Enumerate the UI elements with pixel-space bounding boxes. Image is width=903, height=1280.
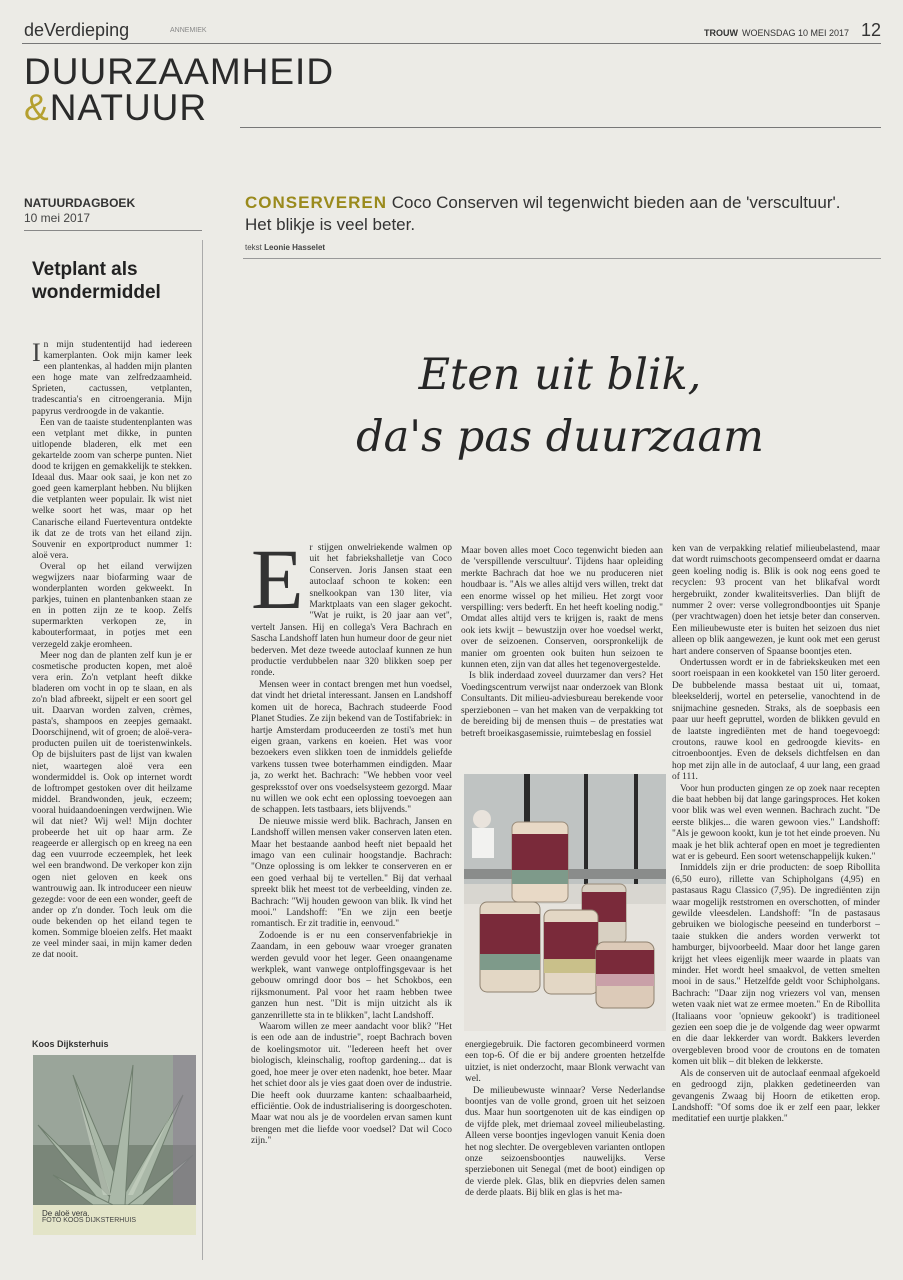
section-brand-sub: ANNEMIEK (170, 27, 207, 34)
article-headline (240, 344, 880, 468)
article-paragraph: Als de conserven uit de autoclaaf eenmaal afgekoeld en gedroogd zijn, plakken gedetineerden van gevangenis Zwaag bij Hoorn de etiketten erop. Landshoff: "Of soms doe ik er zelf een paar, lekker meditatief een uurtje plakken." (672, 1068, 880, 1125)
photo-credit: FOTO KOOS DIJKSTERHUIS (42, 1217, 136, 1224)
section-title-line2: &NATUUR (24, 87, 208, 128)
header-rule (22, 43, 881, 44)
article-paragraph: De milieubewuste winnaar? Verse Nederlandse boontjes van de volle grond, groen uit het seizoen dus. Maar hun soortgenoten uit de kas eindigen op de vijfde plek, met driemaal zoveel milieubelasting. Alleen verse boontjes ingevlogen vanuit Kenia doen het nog slechter. De overgebleven varianten ontlopen onze seizoensboontjes nauwelijks. Verse sperziebonen uit Senegal (met de boot) eindigen op de vierde plek. Glas, blik en diepvries delen samen de derde plaats. Bij blik en glas is het ma- (465, 1085, 665, 1199)
issue-date: WOENSDAG 10 MEI 2017 (741, 28, 849, 38)
article-intro (245, 192, 865, 236)
article-paragraph: Voor hun producten gingen ze op zoek naar recepten die baat hebben bij dat lange garingsproces. Het koken voor blik was wel even wennen. Bachrach zucht. "De eerste blikjes... die waren gewoon vies." Landshoff: "Als je gewoon kookt, kun je tot het einde proeven. Nu maak je het blik achteraf open en moet je tegredienten wat er is gebeurd. Een soort wetenschappelijk kuken." (672, 783, 880, 862)
section-ampersand: & (24, 87, 50, 128)
column-date: 10 mei 2017 (24, 211, 91, 225)
byline-author: Leonie Hasselet (264, 243, 326, 252)
section-title-line1: DUURZAAMHEID (24, 51, 335, 92)
article-paragraph: Ondertussen wordt er in de fabriekskeuken met een soort roeispaan in een kookketel van 150 liter geroerd. De bubbelende massa bestaat uit ui, tomaat, bleekselderij, wortel en peterselie, vanochtend in de snijmachine gesneden. Straks, als de soepbasis een paar uur heeft gepruttel, worden de blikken gevuld en de laatste ingrediënten met de hand toegevoegd: croutons, rauwe kool en gedroogde kievits- en citroenboontjes. Even de deksels dichtfelsen en dan hop met zijn alle in de autoclaaf, 4 uur lang, een graad of 111. (672, 658, 880, 783)
article-column-3 (672, 544, 880, 1126)
byline-rule (243, 258, 881, 259)
aloe-vera-photo (33, 1055, 196, 1205)
section-brand: deVerdieping (24, 20, 130, 40)
column-divider (202, 240, 203, 1260)
article-paragraph: Zodoende is er nu een conservenfabriekje in Zaandam, in een gebouw waar vroeger granaten werden gevuld voor het leger. Geen onaangename werkplek, want vanwege ontploffingsgevaar is het gebouw omringd door bos – het Schokbos, een rijksmonument. Pal voor het raam hebben twee ganzen hun nest. "Dit is mijn uitzicht als ik ganzenrillette sta in te blikken", lacht Landshoff. (251, 930, 452, 1021)
headline-line-1: Eten uit blik, (418, 350, 702, 400)
headline-line-2: da's pas duurzaam (356, 412, 764, 462)
coco-cans-photo (464, 774, 666, 1031)
drop-cap: I (32, 338, 41, 367)
page-number: 12 (860, 20, 881, 40)
paper-name: TROUW (703, 28, 738, 38)
article-paragraph: Is blik inderdaad zoveel duurzamer dan vers? Het Voedingscentrum verwijst naar onderzoek van Blonk Consultants. Dit milieu-adviesbureau berekende voor sperziebonen – van het maken van de verpakking tot de bereiding bij de mensen thuis – de prestaties wat betreft broeikasgasemissie, ruimtebeslag en fossiel (461, 671, 663, 739)
article-paragraph: energiegebruik. Die factoren gecombineerd vormen een top-6. Of die er bij andere groenten hetzelfde uitziet, is niet onderzocht, maar Blonk verwacht van wel. (465, 1040, 665, 1085)
article-paragraph: De nieuwe missie werd blik. Bachrach, Jansen en Landshoff willen mensen vaker conserven laten eten. Maar het bestaande aanbod heeft niet bepaald het imago van een culinair hoogstandje. Bachrach: "Onze oplossing is om lekker te conserveren en er een goed verhaal bij te vertellen." Bij dat verhaal spreekt blik het meest tot de verbeelding, vinden ze. Bachrach: "Wij houden gewoon van blik. Ik vind het mooi." Landshoff: "En we zijn een beetje romantisch. Er zit traditie in, eenvoud." (251, 816, 452, 930)
article-paragraph: Waarom willen ze meer aandacht voor blik? "Het is een ode aan de industrie", roept Bachrach boven de koelingsmotor uit. "Iedereen heeft het over biologisch, kleinschalig, rooftop gardening... dat is goed, hoe meer je over eten nadenkt, hoe beter. Maar het schiet door als je vies gaat doen over de industrie. Die heeft ook duurzame kanten: schaalbaarheid, efficiëntie. Ook de industrialisering is doorgeschoten. Maar wat nou als je de voordelen ervan samen kunt brengen met die liefde voor voedsel? Dat wil Coco zijn." (251, 1022, 452, 1147)
kicker-text: Coco Conserven wil tegenwicht bieden aan de 'verscultuur'. Het blikje is veel beter. (245, 193, 841, 234)
column-paragraph: Meer nog dan de planten zelf kun je er cosmetische producten kopen, met aloë vera erin. Zo'n vetplant heeft dikke bladeren om vocht in op te slaan, en als zo'n blad afbreekt, sijpelt er een soort gel uit. Daarvan worden zalven, crèmes, pasta's, shampoos en zeepjes gemaakt. Doorschijnend, wit of groen; de aloë-vera-producten puilen uit de toeristenwinkels. Op de bijsluiters past de lijst van kwalen niet, waartegen aloë vera een wondermiddel is. Ook op internet wordt de loftrompet gestoken over dit heilzame middel. Brandwonden, jeuk, eczeem; vooral huidaandoeningen verdwijnen. Wie wil dat niet? Wij wel! Mijn dochter probeerde het uit op haar arm. Ze reageerde er allergisch op en kreeg na een dag een vuurrode eczeemplek, het leek wel een brandwond. De verkoper kon zijn ogen niet geloven en keek ons wantrouwig aan. Ik introduceer een nieuw gezegde: voor de een een wonder, geeft de ander op z'n donder. Toch leuk om die oude bekenden op het eiland tegen te komen. Sommige bloeien zelfs. Het maakt ze veel minder saai, in mijn kamer deden ze dat nooit. (32, 650, 192, 961)
column-name: NATUURDAGBOEK (24, 196, 136, 210)
column-author: Koos Dijksterhuis (32, 1039, 109, 1049)
kicker-label: CONSERVEREN (245, 193, 387, 212)
byline: tekst Leonie Hasselet (245, 243, 326, 252)
article-paragraph: Maar boven alles moet Coco tegenwicht bieden aan de 'verspillende verscultuur'. Tijdens haar opleiding merkte Bachrach dat hoe we nu produceren niet houdbaar is. "Als we alles altijd vers willen, trekt dat een enorme wissel op het milieu. Het zorgt voor verspilling: vers bederft. En het heeft koeling nodig." Omdat alles altijd vers te krijgen is, raakt de mens ook iets kwijt – bewustzijn over hoe voedsel werkt, over de seizoenen. Conserven, oorspronkelijk de manier om groenten ook buiten hun seizoen te kunnen eten, zijn van dat alles het tegenovergestelde. (461, 546, 663, 671)
article-paragraph: Mensen weer in contact brengen met hun voedsel, dat vindt het drietal interessant. Jansen en Landshoff komen uit de horeca, Bachrach studeerde Food Planet Studies. Ze zijn bekend van de Tostifabriek: in hartje Amsterdam produceerden ze tosti's met hun eigen graan, varkens en koeien. Het was voor bezoekers even slikken toen de inmiddels geliefde varkens tussen twee boterhammen eindigden. Maar ja, zo werkt het. Bachrach: "We hebben voor veel gespreksstof over ons voedselsysteem gezorgd. Maar nu willen we ook echt een oplossing toevoegen aan de schappen. Iets tastbaars, iets blijvends." (251, 679, 452, 816)
drop-cap: E (251, 531, 304, 627)
column-paragraph: Een van de taaiste studentenplanten was een vetplant met dikke, in punten uitlopende bladeren, elk met een gekartelde zoom van scherpe punten. Niet dood te krijgen en gemakkelijk te stekken. Ideaal dus. Maar ook saai, je kon net zo goed geen kamerplant hebben. Nu blijken die vetplanten weer populair. Ik wist niet welke soort het was, maar op het Canarische eiland Fuerteventura ontdekte ik dat ze de trots van het eiland zijn. Souvenir en exportproduct nummer 1: aloë vera. (32, 417, 192, 561)
column-paragraph: In mijn studententijd had iedereen kamerplanten. Ook mijn kamer leek een plantenkas, al hadden mijn planten een hoge mate van zelfredzaamheid. Sprieten, cactussen, vetplanten, tradescantia's en citroengerania. Mijn papyrus verdroogde in de vakantie. (32, 338, 192, 417)
paper-dateline (704, 28, 849, 38)
article-column-1 (251, 531, 452, 1148)
column-rule (24, 230, 202, 231)
column-body (32, 340, 192, 961)
column-title: Vetplant als wondermiddel (32, 259, 161, 303)
article-column-2 (461, 546, 663, 740)
article-paragraph: Inmiddels zijn er drie producten: de soep Ribollita (6,50 euro), rillette van Schipholgans (4,95) en pastasaus Ragu Classico (7,95). De ingrediënten zijn waar mogelijk reststromen en overschotten, of minder gewilde vleesdelen. Landshoff: "In de pastasaus gebruiken we biologische peeseind en tunderborst – taaie stukken die anders worden verwerkt tot hamburger, bijvoorbeeld. Maar door het lange garen krijgt het vlees eigenlijk meer waarde in plaats van minder. Het wordt heel smaakvol, de vetten smelten mooi in de saus." Hetzelfde geldt voor Schipholgans. Bachrach: "Daar zijn nog vriezers vol van, mensen weten vaak niet wat ze ermee moeten." En de Ribollita (Italiaans voor 'opnieuw gekookt') is traditioneel gezien een soep die je de volgende dag weer opwarmt en die daar lekkerder van wordt. Bakkers leverden overgebleven brood voor de croutons en de tomaten komen uit blik – dit bleken de lekkerste. (672, 863, 880, 1068)
article-paragraph: ken van de verpakking relatief milieubelastend, maar dat wordt ruimschoots gecompenseerd omdat er daarna geen koeling nodig is. Blik is ook nog eens goed te recyclen: 93 procent van het blikafval wordt hergebruikt, zonder kwaliteitsverlies. Dan blijft de nummer 2 over: verse vollegrondboontjes uit Spanje (per vrachtwagen) doen het ietsje beter dan conserven. Een milieubewuste eter is buiten het seizoen dus niet alleen op blik aangewezen, je kunt ook met een gerust hart andere conserven of Spaanse boontjes eten. (672, 544, 880, 657)
article-paragraph: Er stijgen onwelriekende walmen op uit het fabriekshalletje van Coco Conserven. Joris Jansen staat een autoclaaf schoon te koken: een snelkookpan van 130 liter, via Marktplaats van een slager gekocht. "Wat je ruikt, is 20 jaar aan vet", vertelt Jansen. Hij en collega's Vera Bachrach en Sascha Landshoff laten hun humeur door de geur niet bederven. Met deze tweede autoclaaf kunnen ze hun productie verdubbelen naar 320 blikken soep per ronde. (251, 531, 452, 679)
article-column-2-continued (465, 1040, 665, 1200)
section-rule (240, 127, 881, 128)
photo-caption: De aloë vera. (42, 1209, 90, 1218)
column-paragraph: Overal op het eiland verwijzen wegwijzers naar biofarming waar de wonderplanten worden gekweekt. In parkjes, tuinen en plantenbanken staan ze en in potten zijn ze te koop. Zelfs supermarkten verkopen ze, in kabouterformaat, in potjes met een verzegeld zakje eromheen. (32, 561, 192, 650)
